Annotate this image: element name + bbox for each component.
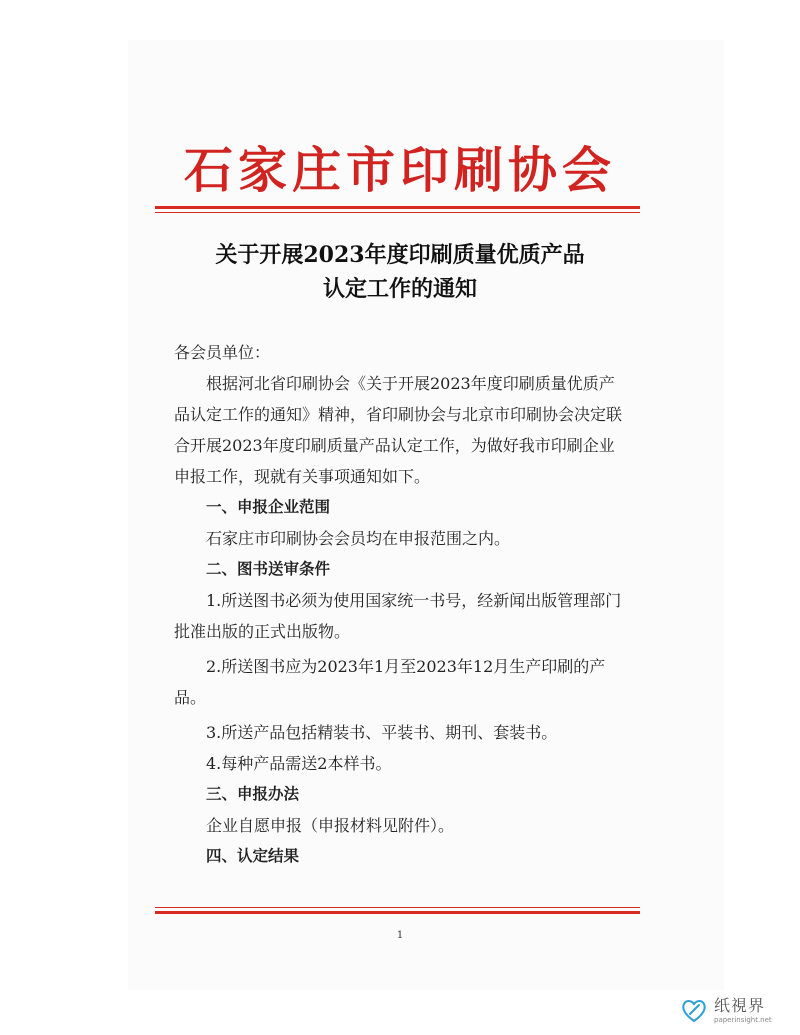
section-3-heading: 三、申报办法 bbox=[206, 785, 300, 803]
watermark bbox=[680, 990, 790, 1030]
item-2-line-2: 品。 bbox=[174, 688, 207, 707]
notice-title-line-1: 关于开展2023年度印刷质量优质产品 bbox=[215, 242, 585, 268]
item-1-line-1: 1.所送图书必须为使用国家统一书号，经新闻出版管理部门 bbox=[206, 591, 622, 610]
intro-line-1: 根据河北省印刷协会《关于开展2023年度印刷质量优质产 bbox=[206, 374, 615, 393]
intro-line-3: 合开展2023年度印刷质量产品认定工作，为做好我市印刷企业 bbox=[174, 436, 615, 455]
item-4: 4.每种产品需送2本样书。 bbox=[206, 754, 392, 773]
section-1-text: 石家庄市印刷协会会员均在申报范围之内。 bbox=[206, 529, 511, 548]
section-4-heading: 四、认定结果 bbox=[206, 847, 300, 865]
notice-body bbox=[174, 337, 654, 872]
notice-title-line-2: 认定工作的通知 bbox=[322, 276, 477, 302]
section-3-text: 企业自愿申报（申报材料见附件）。 bbox=[206, 816, 455, 835]
footer-rule-thin bbox=[155, 907, 640, 908]
salutation: 各会员单位： bbox=[174, 343, 271, 362]
intro-line-4: 申报工作，现就有关事项通知如下。 bbox=[174, 467, 431, 486]
intro-line-2: 品认定工作的通知》精神，省印刷协会与北京市印刷协会决定联 bbox=[174, 405, 623, 424]
header-rule-thin bbox=[155, 212, 640, 213]
footer-rule-thick bbox=[155, 911, 640, 914]
watermark-site: paperinsight.net bbox=[714, 1016, 772, 1024]
section-2-heading: 二、图书送审条件 bbox=[206, 560, 331, 578]
page-number: 1 bbox=[396, 930, 404, 941]
item-1-line-2: 批准出版的正式出版物。 bbox=[174, 622, 351, 641]
letterhead-org-name: 石家庄市印刷协会 bbox=[183, 141, 616, 199]
header-rule-thick bbox=[155, 206, 640, 209]
watermark-name: 纸視界 bbox=[714, 996, 766, 1015]
section-1-heading: 一、申报企业范围 bbox=[206, 498, 331, 516]
heart-pen-logo-icon bbox=[680, 996, 708, 1024]
item-2-line-1: 2.所送图书应为2023年1月至2023年12月生产印刷的产 bbox=[206, 657, 606, 676]
item-3: 3.所送产品包括精装书、平装书、期刊、套装书。 bbox=[206, 723, 558, 742]
